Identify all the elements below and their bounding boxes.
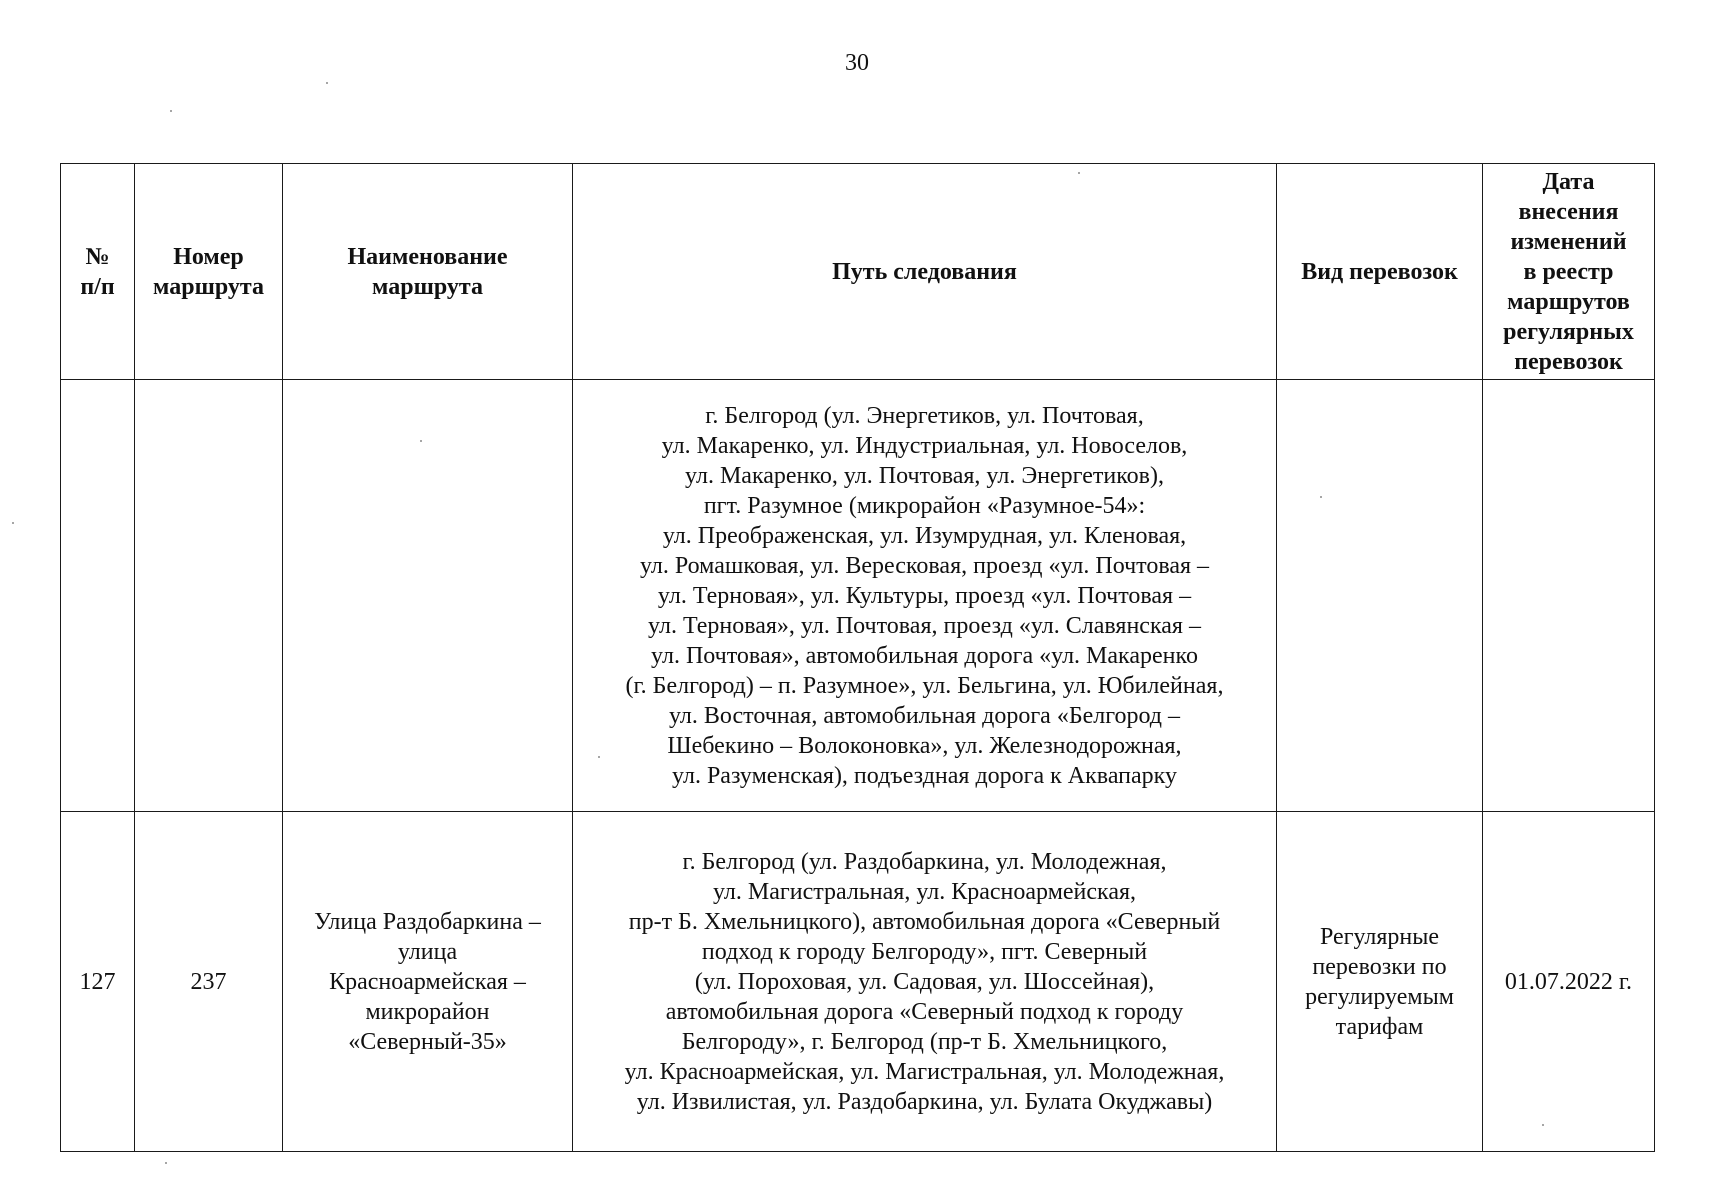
header-route-name: Наименование маршрута <box>283 164 573 380</box>
cell-route-name: Улица Раздобаркина – улица Красноармейская – микрорайон «Северный-35» <box>283 812 573 1152</box>
scan-speck <box>12 522 14 524</box>
header-registry-date: Дата внесения изменений в реестр маршрутов регулярных перевозок <box>1483 164 1655 380</box>
scan-speck <box>420 440 422 442</box>
cell-path: г. Белгород (ул. Энергетиков, ул. Почтовая, ул. Макаренко, ул. Индустриальная, ул. Новоселов, ул. Макаренко, ул. Почтовая, ул. Энергетиков), пгт. Разумное (микрорайон «Разумное-54»: ул. Преображенская, ул. Изумрудная, ул. Кленовая, ул. Ромашковая, ул. Вересковая, проезд «ул. Почтовая – ул. Терновая», ул. Культуры, проезд «ул. Почтовая – ул. Терновая», ул. Почтовая, проезд «ул. Славянская – ул. Почтовая», автомобильная дорога «ул. Макаренко (г. Белгород) – п. Разумное», ул. Бельгина, ул. Юбилейная, ул. Восточная, автомобильная дорога «Белгород – Шебекино – Волоконовка», ул. Железнодорожная, ул. Разуменская), подъездная дорога к Аквапарку <box>573 380 1277 812</box>
page-number: 30 <box>845 50 869 76</box>
table-header-row <box>61 164 1655 380</box>
scan-speck <box>1320 496 1322 498</box>
header-transport-type: Вид перевозок <box>1277 164 1483 380</box>
cell-route-number: 237 <box>135 812 283 1152</box>
table-row <box>61 380 1655 812</box>
cell-num <box>61 380 135 812</box>
scan-speck <box>598 756 600 758</box>
cell-registry-date <box>1483 380 1655 812</box>
cell-transport-type <box>1277 380 1483 812</box>
scan-speck <box>1542 1124 1544 1126</box>
header-route-number: Номер маршрута <box>135 164 283 380</box>
header-path: Путь следования <box>573 164 1277 380</box>
table-row <box>61 812 1655 1152</box>
cell-registry-date: 01.07.2022 г. <box>1483 812 1655 1152</box>
scan-speck <box>170 110 172 112</box>
scan-speck <box>165 1162 167 1164</box>
cell-num: 127 <box>61 812 135 1152</box>
routes-table <box>60 163 1655 1152</box>
cell-route-number <box>135 380 283 812</box>
scan-speck <box>326 82 328 84</box>
cell-transport-type: Регулярные перевозки по регулируемым тарифам <box>1277 812 1483 1152</box>
scan-speck <box>1078 172 1080 174</box>
cell-path: г. Белгород (ул. Раздобаркина, ул. Молодежная, ул. Магистральная, ул. Красноармейская, пр-т Б. Хмельницкого), автомобильная дорога «Северный подход к городу Белгороду», пгт. Северный (ул. Пороховая, ул. Садовая, ул. Шоссейная), автомобильная дорога «Северный подход к городу Белгороду», г. Белгород (пр-т Б. Хмельницкого, ул. Красноармейская, ул. Магистральная, ул. Молодежная, ул. Извилистая, ул. Раздобаркина, ул. Булата Окуджавы) <box>573 812 1277 1152</box>
header-num: № п/п <box>61 164 135 380</box>
cell-route-name <box>283 380 573 812</box>
